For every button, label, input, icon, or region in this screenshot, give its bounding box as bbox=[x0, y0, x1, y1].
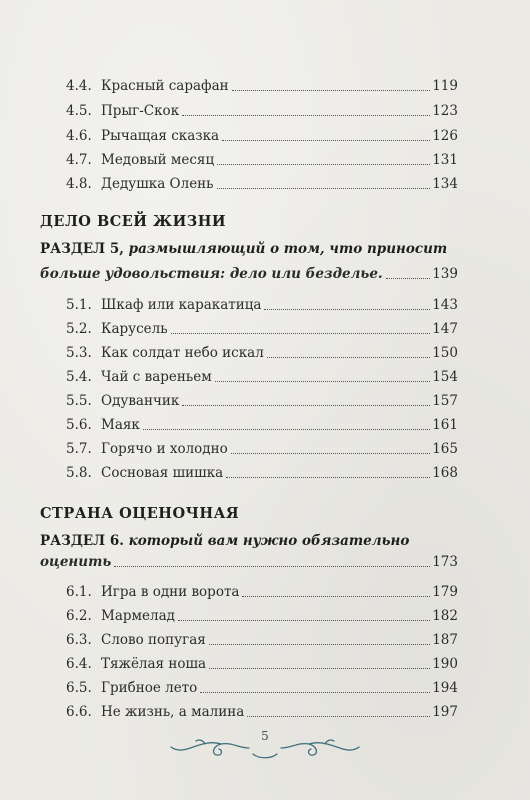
entry-number: 5.1. bbox=[66, 297, 92, 313]
toc-entry[interactable] bbox=[66, 339, 458, 361]
leader-dots bbox=[182, 115, 430, 116]
entry-page: 187 bbox=[432, 632, 458, 648]
toc-entry[interactable] bbox=[66, 291, 458, 313]
toc-entry[interactable] bbox=[66, 674, 458, 696]
toc-entry[interactable] bbox=[66, 387, 458, 409]
entry-number: 5.3. bbox=[66, 345, 92, 361]
section-heading-end[interactable] bbox=[40, 554, 458, 570]
entry-number: 5.6. bbox=[66, 417, 92, 433]
entry-title: Тяжёлая ноша bbox=[101, 656, 207, 672]
entry-page: 123 bbox=[432, 103, 458, 119]
entry-number: 4.7. bbox=[66, 152, 92, 168]
entry-title: Маяк bbox=[101, 417, 140, 433]
entry-page: 182 bbox=[432, 608, 458, 624]
entry-title: Игра в одни ворота bbox=[101, 584, 240, 600]
entry-title: Медовый месяц bbox=[101, 152, 215, 168]
entry-title: Чай с вареньем bbox=[101, 369, 212, 385]
entry-number: 4.6. bbox=[66, 128, 92, 144]
leader-dots bbox=[209, 644, 430, 645]
entry-number: 4.4. bbox=[66, 78, 92, 94]
toc-entry[interactable] bbox=[66, 602, 458, 624]
entry-number: 5.4. bbox=[66, 369, 92, 385]
leader-dots bbox=[242, 596, 430, 597]
entry-number: 6.1. bbox=[66, 584, 92, 600]
entry-number: 6.5. bbox=[66, 680, 92, 696]
section-label: РАЗДЕЛ 5, bbox=[40, 241, 124, 257]
entry-title: Мармелад bbox=[101, 608, 175, 624]
section-title-line2: оценить bbox=[40, 554, 112, 570]
toc-entry[interactable] bbox=[66, 97, 458, 119]
leader-dots bbox=[178, 620, 430, 621]
leader-dots bbox=[232, 90, 431, 91]
toc-entry[interactable] bbox=[66, 578, 458, 600]
entry-page: 126 bbox=[432, 128, 458, 144]
section-heading-end[interactable] bbox=[40, 266, 458, 282]
page-number: 5 bbox=[261, 729, 269, 743]
entry-page: 190 bbox=[432, 656, 458, 672]
leader-dots bbox=[209, 668, 430, 669]
section-page: 173 bbox=[432, 554, 458, 570]
section-title-line2: больше удовольствия: дело или безделье. bbox=[40, 266, 383, 282]
toc-entry[interactable] bbox=[66, 170, 458, 192]
entry-page: 147 bbox=[432, 321, 458, 337]
entry-number: 5.8. bbox=[66, 465, 92, 481]
leader-dots bbox=[231, 453, 430, 454]
toc-entry[interactable] bbox=[66, 698, 458, 720]
entry-title: Красный сарафан bbox=[101, 78, 229, 94]
entry-title: Сосновая шишка bbox=[101, 465, 224, 481]
entry-page: 131 bbox=[432, 152, 458, 168]
entry-title: Шкаф или каракатица bbox=[101, 297, 262, 313]
entry-number: 5.7. bbox=[66, 441, 92, 457]
entry-number: 5.2. bbox=[66, 321, 92, 337]
section-title-line1: который вам нужно обязательно bbox=[128, 533, 410, 549]
entry-number: 4.8. bbox=[66, 176, 92, 192]
entry-title: Карусель bbox=[101, 321, 168, 337]
entry-page: 179 bbox=[432, 584, 458, 600]
entry-page: 157 bbox=[432, 393, 458, 409]
part-heading: ДЕЛО ВСЕЙ ЖИЗНИ bbox=[40, 213, 227, 230]
leader-dots bbox=[217, 164, 430, 165]
entry-number: 6.6. bbox=[66, 704, 92, 720]
entry-page: 134 bbox=[432, 176, 458, 192]
entry-title: Не жизнь, а малина bbox=[101, 704, 245, 720]
leader-dots bbox=[267, 357, 430, 358]
entry-title: Как солдат небо искал bbox=[101, 345, 264, 361]
entry-page: 143 bbox=[432, 297, 458, 313]
entry-number: 5.5. bbox=[66, 393, 92, 409]
leader-dots bbox=[182, 405, 430, 406]
toc-entry[interactable] bbox=[66, 315, 458, 337]
section-page: 139 bbox=[432, 266, 458, 282]
entry-page: 154 bbox=[432, 369, 458, 385]
leader-dots bbox=[264, 309, 430, 310]
leader-dots bbox=[143, 429, 430, 430]
toc-entry[interactable] bbox=[66, 122, 458, 144]
toc-entry[interactable] bbox=[66, 459, 458, 481]
part-heading: СТРАНА ОЦЕНОЧНАЯ bbox=[40, 505, 240, 522]
entry-page: 119 bbox=[432, 78, 458, 94]
leader-dots bbox=[386, 278, 431, 279]
entry-number: 6.3. bbox=[66, 632, 92, 648]
entry-title: Слово попугая bbox=[101, 632, 206, 648]
entry-page: 194 bbox=[432, 680, 458, 696]
leader-dots bbox=[171, 333, 431, 334]
entry-title: Дедушка Олень bbox=[101, 176, 214, 192]
leader-dots bbox=[247, 716, 430, 717]
toc-entry[interactable] bbox=[66, 435, 458, 457]
entry-page: 197 bbox=[432, 704, 458, 720]
entry-page: 168 bbox=[432, 465, 458, 481]
entry-page: 161 bbox=[432, 417, 458, 433]
section-heading-line[interactable] bbox=[40, 533, 458, 549]
toc-entry[interactable] bbox=[66, 650, 458, 672]
toc-entry[interactable] bbox=[66, 363, 458, 385]
toc-entry[interactable] bbox=[66, 626, 458, 648]
entry-number: 6.4. bbox=[66, 656, 92, 672]
leader-dots bbox=[200, 692, 430, 693]
entry-number: 6.2. bbox=[66, 608, 92, 624]
entry-title: Рычащая сказка bbox=[101, 128, 220, 144]
section-heading-line[interactable] bbox=[40, 241, 458, 257]
entry-title: Прыг-Скок bbox=[101, 103, 180, 119]
entry-page: 165 bbox=[432, 441, 458, 457]
entry-number: 4.5. bbox=[66, 103, 92, 119]
leader-dots bbox=[217, 188, 431, 189]
section-label: РАЗДЕЛ 6. bbox=[40, 533, 124, 549]
leader-dots bbox=[114, 566, 430, 567]
entry-page: 150 bbox=[432, 345, 458, 361]
toc-entry[interactable] bbox=[66, 72, 458, 94]
entry-title: Грибное лето bbox=[101, 680, 198, 696]
entry-title: Одуванчик bbox=[101, 393, 180, 409]
entry-title: Горячо и холодно bbox=[101, 441, 228, 457]
leader-dots bbox=[226, 477, 430, 478]
toc-entry[interactable] bbox=[66, 146, 458, 168]
section-title-line1: размышляющий о том, что приносит bbox=[128, 241, 448, 257]
toc-entry[interactable] bbox=[66, 411, 458, 433]
leader-dots bbox=[222, 140, 430, 141]
leader-dots bbox=[215, 381, 430, 382]
